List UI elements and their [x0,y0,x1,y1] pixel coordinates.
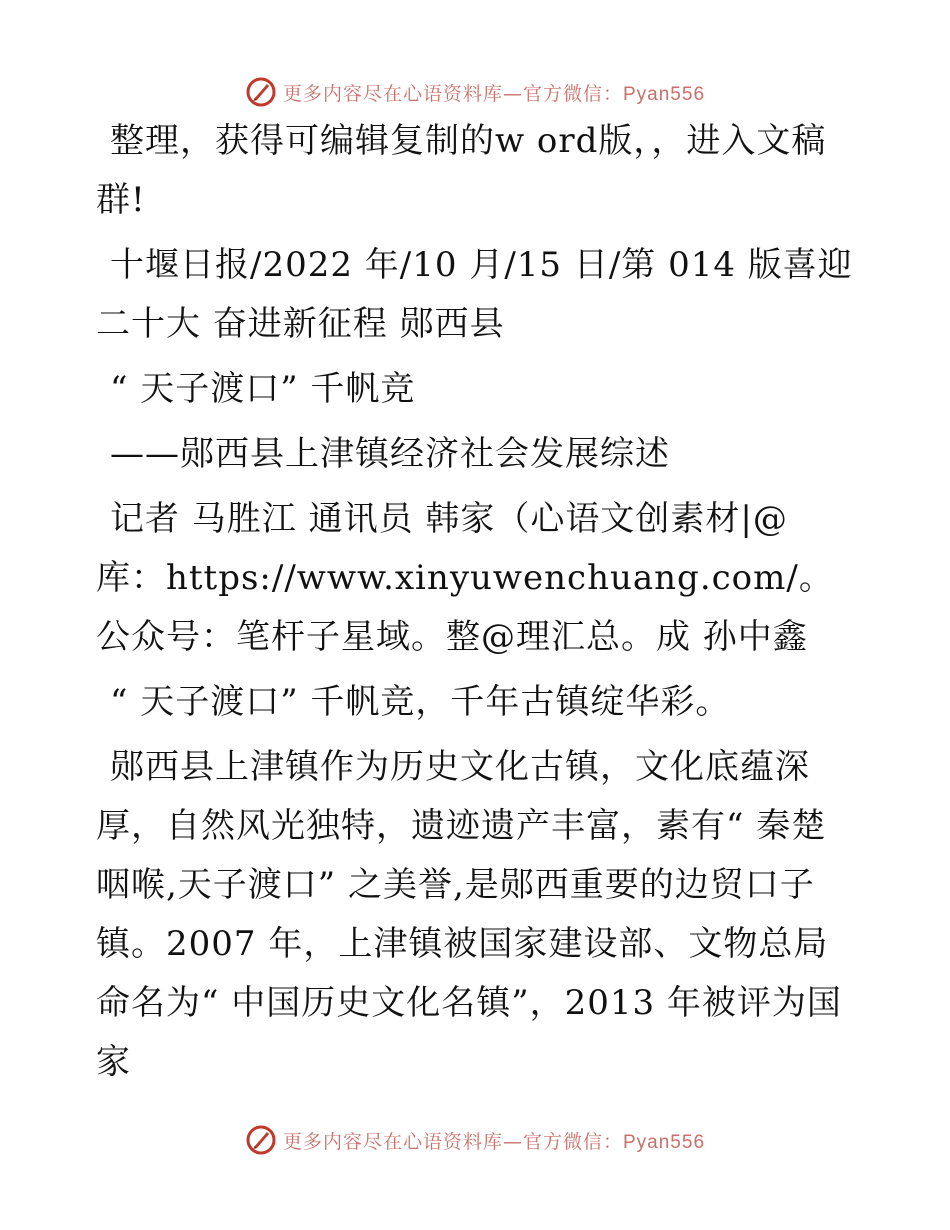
footer-watermark-banner [0,1118,950,1162]
header-wechat-id: Pyan556 [623,83,706,105]
footer-banner-separator: — [502,1130,523,1153]
header-banner-separator: — [502,82,523,105]
header-banner-title: 更多内容尽在心语资料库 [282,82,503,105]
footer-banner-title: 更多内容尽在心语资料库 [282,1130,503,1153]
footer-banner-text [283,1127,705,1154]
quill-seal-icon [245,1124,277,1156]
paragraph-source: 十堰日报/2022 年/10 月/15 日/第 014 版喜迎二十大 奋进新征程 郧西县 [96,245,853,344]
quill-seal-icon [245,76,277,108]
byline: 记者 马胜江 通讯员 韩家（心语文创素材|@库：https://www.xinyuwenchuang.com/。公众号：笔杆子星域。整@理汇总。成 孙中鑫 [96,499,834,657]
document-body [96,112,856,1098]
footer-wechat-id: Pyan556 [623,1131,706,1153]
paragraph-lead: “ 天子渡口” 千帆竞，千年古镇绽华彩。 [110,682,731,722]
article-title: “ 天子渡口” 千帆竞 [110,369,416,409]
header-banner-text [283,79,705,106]
header-watermark-banner [0,70,950,114]
paragraph-body: 郧西县上津镇作为历史文化古镇，文化底蕴深厚，自然风光独特，遗迹遗产丰富，素有“ 秦楚咽喉,天子渡口” 之美誉,是郧西重要的边贸口子镇。2007 年，上津镇被国家建设部、文物总局命名为“ 中国历史文化名镇”，2013 年被评为国家 [96,747,842,1082]
header-wechat-label: 官方微信： [522,82,623,105]
article-subtitle: ——郧西县上津镇经济社会发展综述 [110,434,670,474]
paragraph-intro: 整理，获得可编辑复制的w ord版，，进入文稿群! [96,121,827,220]
footer-wechat-label: 官方微信： [522,1130,623,1153]
